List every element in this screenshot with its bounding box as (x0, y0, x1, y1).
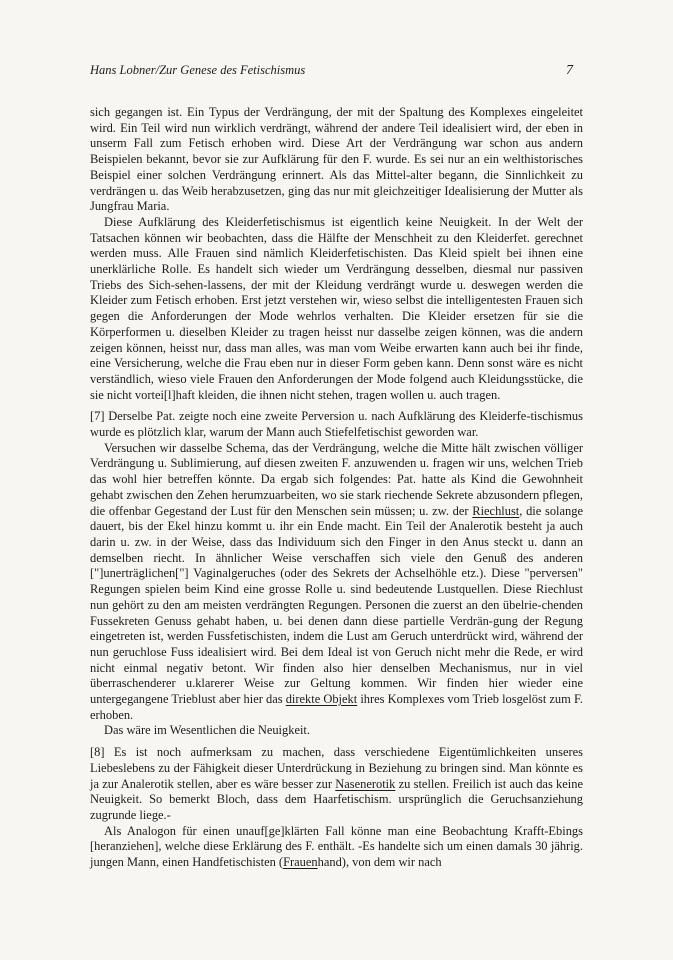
underlined-term-frauen: Frauen (283, 855, 318, 870)
page-number: 7 (566, 63, 573, 78)
paragraph-7 (90, 824, 583, 871)
underlined-term-riechlust: Riechlust (472, 503, 520, 518)
paragraph-7-text-b: hand), von dem wir nach (317, 855, 442, 870)
paragraph-6-text-b: zu stellen. Freilich ist auch das keine Neuigkeit. So bemerkt Bloch, dass dem Haarfetischism. ursprünglich die Geruchsanziehung zugrunde liege.- (90, 776, 583, 822)
body-text (90, 105, 583, 871)
underlined-term-nasenerotik: Nasenerotik (335, 776, 396, 791)
paragraph-2: Diese Aufklärung des Kleiderfetischismus ist eigentlich keine Neuigkeit. In der Welt der Tatsachen können wir beobachten, dass die Hälfte der Menschheit zu den Kleiderfet. gerechnet werden muss. Alle Frauen sind nämlich Kleiderfetischisten. Das Kleid spielt bei ihnen eine unerklärliche Rolle. Es handelt sich wieder um Verdrängung desselben, diesmal nur passiven Triebs des Sich-sehen-lassens, der mit der Kleidung verdrängt wurde u. deswegen werden die Kleider zum Fetisch erhoben. Erst jetzt verstehen wir, wieso selbst die intelligentesten Frauen sich gegen die Anforderungen der Mode wehrlos verhalten. Die Kleider ersetzen für sie die Körperformen u. dieselben Kleider zu tragen heisst nur dasselbe zeigen können, was die andern zeigen können, heisst nur, dass man alles, was man vom Weibe erwarten kann auch bei ihr finde, eine Versicherung, welche die Frau eben nur in dieser Form geben kann. Denn sonst wäre es nicht verständlich, wieso viele Frauen den Anforderungen der Mode folgend auch Kleidungsstücke, die sie nicht vortei[l]haft kleiden, die ihnen nicht stehen, tragen wollen u. auch tragen. (90, 214, 583, 402)
paragraph-4-text-a: Versuchen wir dasselbe Schema, das der Verdrängung, welche die Mitte hält zwischen völliger Verdrängung u. Sublimierung, auf diesen zweiten F. anzuwenden u. fragen wir uns, welchen Trieb das wohl hier betreffen könnte. Da ergab sich folgendes: Pat. hatte als Kind die Gewohnheit gehabt zwischen den Zehen herumzuarbeiten, wo sie stark riechende Sekrete abzusondern pflegen, die offenbar Gegestand der Lust für den Menschen sein müssen; u. zw. der (90, 440, 583, 518)
paragraph-6-text-a: [8] Es ist noch aufmerksam zu machen, dass verschiedene Eigentümlichkeiten unseres Liebeslebens zu der Fähigkeit dieser Unterdrückung in Beziehung zu bringen sind. Man könnte es ja zur Analerotik stellen, aber es wäre besser zur (90, 745, 583, 791)
paragraph-4-text-b: , die solange dauert, bis der Ekel hinzu kommt u. ihr ein Ende macht. Ein Teil der Analerotik besteht ja auch darin u. zw. in der Weise, dass das Individuum sich den Finger in den Anus steckt u. dann an demselben riecht. In ähnlicher Weise verschaffen sich viele den Genuß des anderen ["]unerträglichen["] Vaginalgeruches (oder des Sekrets der Achselhöhle etz.). Diese "perversen" Regungen spielen beim Kind eine grosse Rolle u. sind bedeutende Lustquellen. Diese Riechlust nun gehört zu den am meisten verdrängten Regungen. Personen die zuerst an den übelrie-chenden Fussekreten Genuss gehabt haben, u. bei denen dann diese partielle Verdrän-gung der Regung eingetreten ist, werden Fussfetischisten, indem die Lust am Geruch unterdrückt wird, während der nun geruchlose Fuss idealisiert wird. Bei dem Ideal ist von Geruch nicht mehr die Rede, er wird nicht einmal negativ betont. Wir finden also hier denselben Mechanismus, nur in viel überraschenderer u.klarerer Weise zur Geltung kommen. Wir finden hier wieder eine untergegangene Trieblust aber hier das (90, 503, 583, 707)
paragraph-1: sich gegangen ist. Ein Typus der Verdrängung, der mit der Spaltung des Komplexes eingeleitet wird. Ein Teil wird nun wirklich verdrängt, während der andere Teil idealisiert wird, der eben in unserm Fall zum Fetisch erhoben wird. Diese Art der Verdrängung war schon aus andern Beispielen bekannt, bevor sie zur Aufklärung für den F. wurde. Es sei nur an ein welthistorisches Beispiel einer solchen Verdrängung erinnert. Als das Mittel-alter begann, die Sinnlichkeit zu verdrängen u. das Weib herabzusetzen, ging das nur mit gleichzeitiger Idealisierung der Mutter als Jungfrau Maria. (90, 105, 583, 214)
running-header (90, 63, 573, 79)
paragraph-7-text-a: Als Analogon für einen unauf[ge]klärten Fall könne man eine Beobachtung Krafft-Ebings [heranziehen], welche diese Erklärung des F. enthält. -Es handelte sich um einen damals 30 jährig. jungen Mann, einen Handfetischisten ( (90, 823, 583, 870)
underlined-term-direkte-objekt: direkte Objekt (285, 692, 358, 707)
paragraph-5: Das wäre im Wesentlichen die Neuigkeit. (104, 723, 310, 738)
running-title: Hans Lobner/Zur Genese des Fetischismus (90, 63, 306, 77)
paragraph-6 (90, 745, 583, 824)
paragraph-4 (90, 441, 583, 724)
paragraph-3: [7] Derselbe Pat. zeigte noch eine zweite Perversion u. nach Aufklärung des Kleiderfe-tischismus wurde es plötzlich klar, warum der Mann auch Stiefelfetischist geworden war. (90, 409, 583, 440)
paragraph-4-text-c: ihres Komplexes vom Trieb losgelöst zum F. erhoben. (90, 692, 583, 722)
